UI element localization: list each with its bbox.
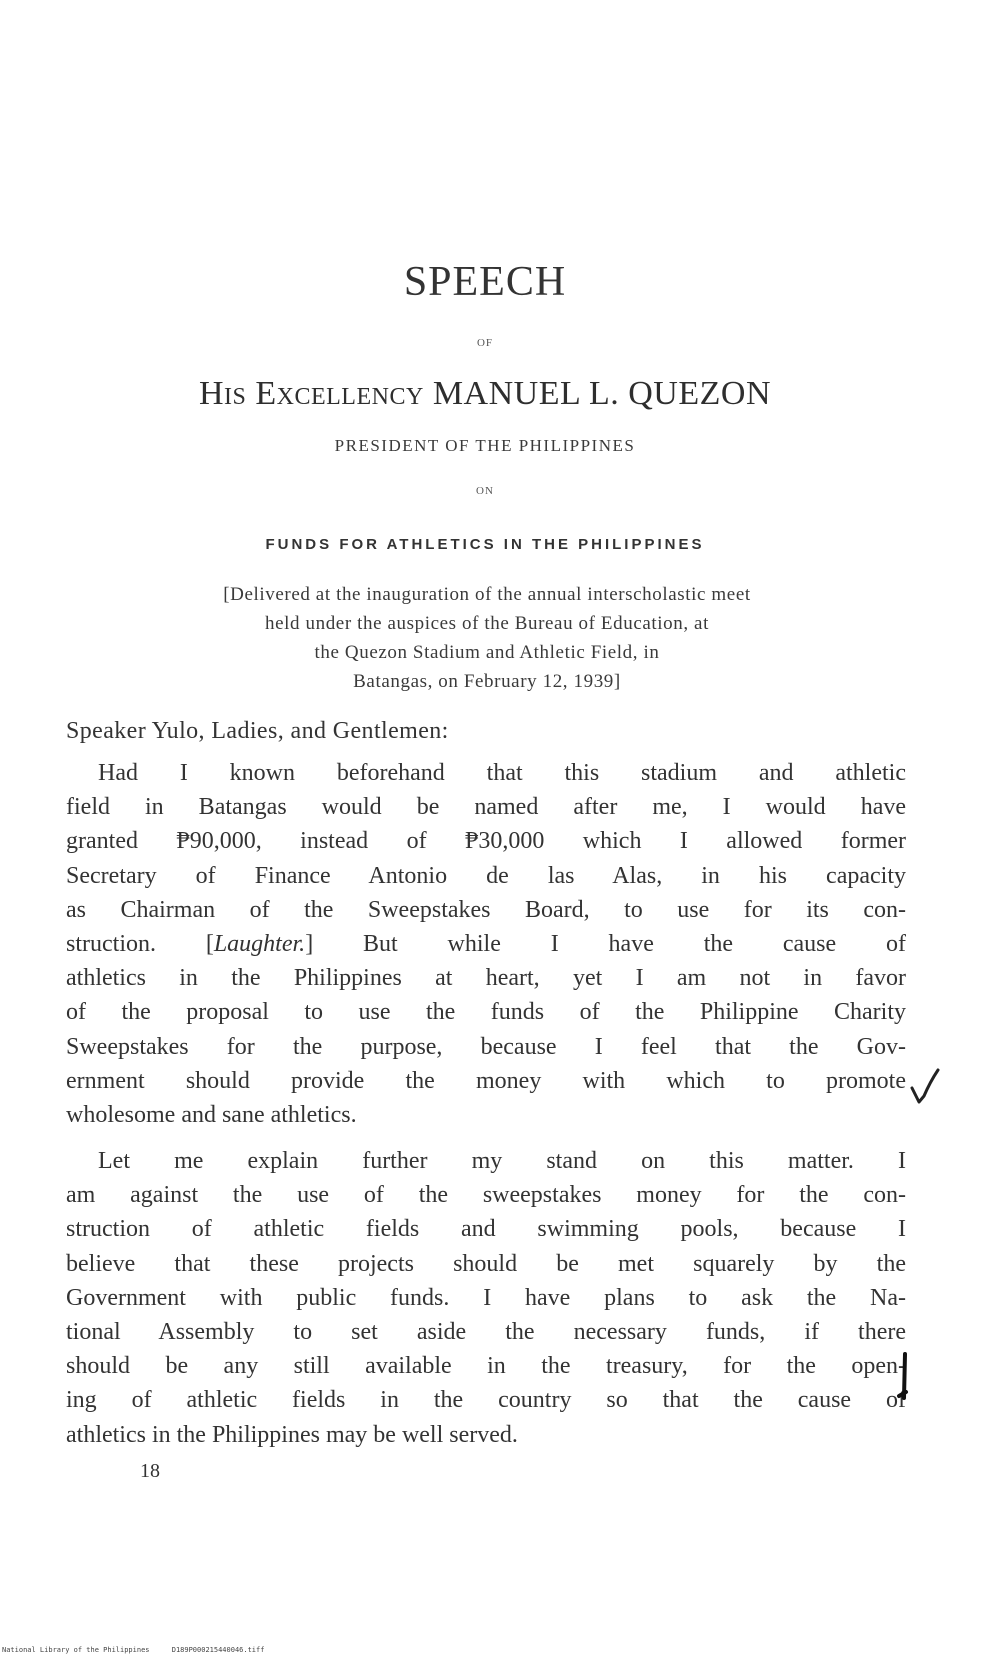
scan-footer — [2, 1646, 282, 1654]
speech-title: SPEECH — [403, 259, 567, 305]
speaker-name: MANUEL L. QUEZON — [432, 375, 772, 412]
text-line: as Chairman of the Sweepstakes Board, to use for its con- — [66, 896, 906, 923]
text-line: should be any still available in the treasury, for the open- — [66, 1353, 906, 1380]
text-line: tional Assembly to set aside the necessary funds, if there — [66, 1318, 906, 1345]
speech-subject: FUNDS FOR ATHLETICS IN THE PHILIPPINES — [265, 536, 705, 553]
text-line: granted ₱90,000, instead of ₱30,000 which I allowed former — [66, 828, 906, 855]
text-line: field in Batangas would be named after me, I would have — [66, 794, 906, 821]
text-line: ing of athletic fields in the country so that the cause of — [66, 1387, 906, 1414]
footer-library: National Library of the Philippines — [2, 1646, 150, 1654]
text-line: Let me explain further my stand on this matter. I — [98, 1148, 906, 1174]
text-line: Secretary of Finance Antonio de las Alas, in his capacity — [66, 862, 906, 889]
page-number: 18 — [140, 1460, 160, 1482]
text-line: of the proposal to use the funds of the Philippine Charity — [66, 999, 906, 1026]
speaker-name-heading — [0, 375, 970, 413]
text-line: athletics in the Philippines at heart, yet I am not in favor — [66, 965, 906, 992]
stage-direction: Laughter. — [213, 930, 306, 957]
margin-stroke-icon — [896, 1352, 912, 1402]
speaker-position: PRESIDENT OF THE PHILIPPINES — [334, 436, 636, 455]
delivery-note — [62, 580, 912, 696]
delivery-note-line: held under the auspices of the Bureau of Education, at — [265, 613, 709, 634]
delivery-note-line: the Quezon Stadium and Athletic Field, in — [314, 642, 660, 663]
of-label: OF — [476, 337, 494, 349]
paragraph-1 — [66, 756, 906, 1132]
text-line: Sweepstakes for the purpose, because I feel that the Gov- — [66, 1033, 906, 1060]
text-line: wholesome and sane athletics. — [66, 1101, 357, 1128]
delivery-note-line: [Delivered at the inauguration of the annual interscholastic meet — [223, 584, 751, 605]
text-line: Had I known beforehand that this stadium and athletic — [98, 760, 906, 786]
text-line: struction of athletic fields and swimming pools, because I — [66, 1216, 906, 1243]
salutation: Speaker Yulo, Ladies, and Gentlemen: — [66, 718, 449, 744]
text-line: Government with public funds. I have plans to ask the Na- — [66, 1284, 906, 1311]
on-label: ON — [476, 485, 494, 497]
text-line: athletics in the Philippines may be well served. — [66, 1421, 518, 1448]
text-line: am against the use of the sweepstakes money for the con- — [66, 1182, 906, 1209]
speaker-prefix: His Excellency — [198, 375, 424, 412]
checkmark-icon — [910, 1068, 944, 1110]
text-line: ernment should provide the money with which to promote — [66, 1067, 906, 1094]
text-line: struction. [Laughter.] But while I have the cause of — [66, 930, 906, 957]
footer-file: D189P000215440046.tiff — [171, 1646, 265, 1654]
text-line: believe that these projects should be met squarely by the — [66, 1250, 906, 1277]
paragraph-2 — [66, 1144, 906, 1452]
delivery-note-line: Batangas, on February 12, 1939] — [353, 671, 621, 692]
